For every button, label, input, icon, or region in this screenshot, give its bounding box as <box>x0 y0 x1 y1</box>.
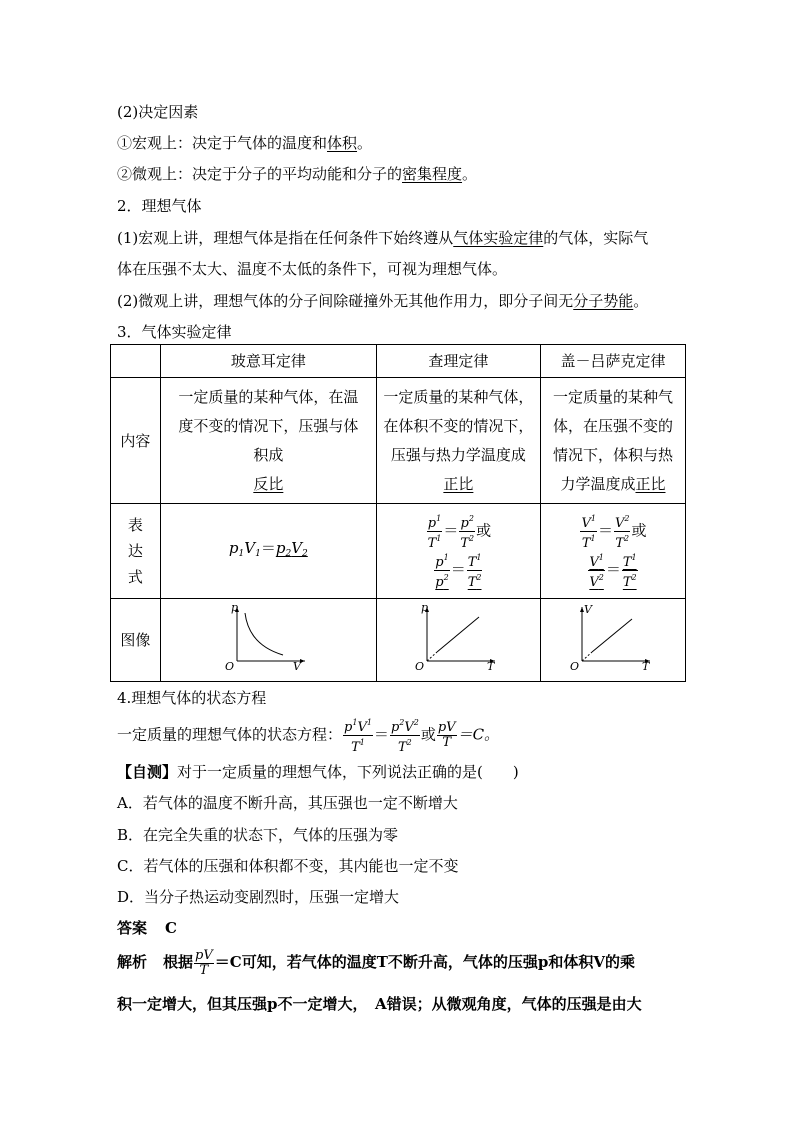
boyle-axis-p: p <box>231 601 239 614</box>
header-charles: 查理定律 <box>376 345 540 378</box>
ideal-micro-text-b: 。 <box>633 292 649 310</box>
boyle-formula: $p_1V_1$ <box>228 539 261 559</box>
gl-eq-2: ＝ <box>605 560 621 579</box>
analysis-line-2: 积一定增大，但其压强p不一定增大， A错误；从微观角度，气体的压强是由大 <box>117 995 642 1013</box>
header-empty-cell <box>111 345 161 378</box>
charles-content-cell <box>376 378 540 504</box>
charles-formula-1: $\frac{p^1}{T^1}$ ＝ $\frac{p^2}{T^2}$ 或 <box>427 514 492 551</box>
ideal-macro-underlined: 气体实验定律 <box>453 229 544 247</box>
boyle-graph-cell <box>160 599 376 682</box>
gl-vt-graph <box>568 601 658 671</box>
boyle-content-underlined: 反比 <box>253 474 284 493</box>
charles-axis-origin: O <box>415 660 425 671</box>
macro-factor-line <box>117 133 372 153</box>
gl-formula-2: $\frac{V^1}{V^2}$ ＝ $\frac{T^1}{T^2}$ <box>589 553 637 590</box>
analysis-text-b: ＝C可知，若气体的温度T不断升高，气体的压强p和体积V的乘 <box>214 953 635 971</box>
charles-eq-2: ＝ <box>450 560 466 579</box>
table-row-expression <box>111 504 686 599</box>
gl-or: 或 <box>631 521 647 540</box>
row-label-graph: 图像 <box>111 599 161 682</box>
ideal-micro-line <box>117 291 648 311</box>
ideal-macro-text-a: (1)宏观上讲，理想气体是指在任何条件下始终遵从 <box>117 229 454 247</box>
gl-graph-cell <box>540 599 685 682</box>
ideal-micro-underlined: 分子势能 <box>573 292 634 310</box>
micro-text: ②微观上：决定于分子的平均动能和分子的 <box>117 165 403 183</box>
row-label-expression <box>111 504 161 599</box>
answer-line <box>117 918 177 938</box>
quiz-question <box>117 762 519 782</box>
state-eq-frac-1: $\frac{p^1V^1}{T^1}$ <box>344 718 372 755</box>
gl-content-cell <box>540 378 685 504</box>
table-row-content <box>111 378 686 504</box>
state-equation-line <box>117 716 499 755</box>
analysis-line-1 <box>117 946 635 978</box>
analysis-frac: $\frac{pV}{T}$ <box>195 947 213 978</box>
table-row-graphs <box>111 599 686 682</box>
ideal-macro-line-1 <box>117 228 648 248</box>
quiz-label: 【自测】 <box>117 763 178 781</box>
expr-label-1: 表 <box>127 516 143 534</box>
micro-underlined: 密集程度 <box>402 165 463 183</box>
boyle-axis-v: V <box>293 660 302 671</box>
micro-factor-line <box>117 164 477 184</box>
gl-content-underlined: 正比 <box>635 474 666 493</box>
header-boyle: 玻意耳定律 <box>160 345 376 378</box>
charles-formula-2: $\frac{p^1}{p^2}$ ＝ $\frac{T^1}{T^2}$ <box>435 553 482 590</box>
state-eq-or: 或 <box>420 725 436 744</box>
state-eq-tail: ＝C。 <box>457 725 500 744</box>
header-gay-lussac: 盖－吕萨克定律 <box>540 345 685 378</box>
state-eq-frac-2: $\frac{p^2V^2}{T^2}$ <box>390 718 419 755</box>
gas-laws-heading: 3．气体实验定律 <box>117 323 232 341</box>
boyle-eq: ＝ <box>260 539 276 557</box>
boyle-pv-graph <box>223 601 313 671</box>
state-equation-heading: 4.理想气体的状态方程 <box>117 689 267 707</box>
gl-axis-v: V <box>583 603 592 616</box>
state-eq-frac-3: $\frac{pV}{T}$ <box>437 720 456 750</box>
boyle-content-text: 一定质量的某种气体，在温度不变的情况下，压强与体积成 <box>178 387 359 464</box>
expr-label-3: 式 <box>127 568 143 586</box>
ideal-macro-text-b: 的气体，实际气 <box>543 229 649 247</box>
charles-pt-graph <box>413 601 503 671</box>
gas-laws-table <box>110 344 686 682</box>
table-header-row <box>111 345 686 378</box>
boyle-expression-cell <box>160 504 376 599</box>
micro-end: 。 <box>462 165 478 183</box>
expr-label-2: 达 <box>127 542 143 560</box>
ideal-macro-line-2: 体在压强不太大、温度不太低的条件下，可视为理想气体。 <box>117 260 508 278</box>
quiz-option-b: B．在完全失重的状态下，气体的压强为零 <box>117 826 399 844</box>
state-eq-text: 一定质量的理想气体的状态方程： <box>117 725 343 744</box>
gl-expression-cell <box>540 504 685 599</box>
quiz-option-a: A．若气体的温度不断升高，其压强也一定不断增大 <box>117 794 458 812</box>
macro-text: ①宏观上：决定于气体的温度和 <box>117 134 328 152</box>
section-heading-determining-factors: (2)决定因素 <box>117 103 199 121</box>
analysis-label: 解析 <box>117 953 148 971</box>
charles-axis-p: p <box>421 601 429 614</box>
answer-value: C <box>165 919 177 937</box>
gl-formula-1: $\frac{V^1}{T^1}$ ＝ $\frac{V^2}{T^2}$ 或 <box>581 514 647 551</box>
quiz-question-text: 对于一定质量的理想气体，下列说法正确的是( ) <box>177 763 519 781</box>
macro-end: 。 <box>357 134 373 152</box>
ideal-gas-heading: 2．理想气体 <box>117 197 202 215</box>
gl-axis-t: T <box>641 660 650 671</box>
quiz-option-d: D．当分子热运动变剧烈时，压强一定增大 <box>117 888 400 906</box>
analysis-text-a: 根据 <box>163 953 194 971</box>
boyle-axis-origin: O <box>225 660 235 671</box>
row-label-content: 内容 <box>111 378 161 504</box>
gl-eq-1: ＝ <box>597 521 613 540</box>
gl-axis-origin: O <box>569 660 580 671</box>
answer-label: 答案 <box>117 919 148 937</box>
gl-content-text: 一定质量的某种气体，在压强不变的情况下，体积与热力学温度成 <box>552 387 673 493</box>
charles-eq-1: ＝ <box>443 521 459 540</box>
macro-underlined: 体积 <box>327 134 358 152</box>
charles-or: 或 <box>476 521 492 540</box>
ideal-micro-text-a: (2)微观上讲，理想气体的分子间除碰撞外无其他作用力，即分子间无 <box>117 292 574 310</box>
charles-content-text: 一定质量的某种气体，在体积不变的情况下，压强与热力学温度成 <box>383 387 534 464</box>
charles-expression-cell <box>376 504 540 599</box>
charles-graph-cell <box>376 599 540 682</box>
charles-content-underlined: 正比 <box>443 474 474 493</box>
boyle-content-cell <box>160 378 376 504</box>
charles-axis-t: T <box>487 660 495 671</box>
quiz-option-c: C．若气体的压强和体积都不变，其内能也一定不变 <box>117 857 459 875</box>
state-eq-eq: ＝ <box>373 725 389 744</box>
boyle-formula-rhs: $p_2V_2$ <box>275 539 308 559</box>
